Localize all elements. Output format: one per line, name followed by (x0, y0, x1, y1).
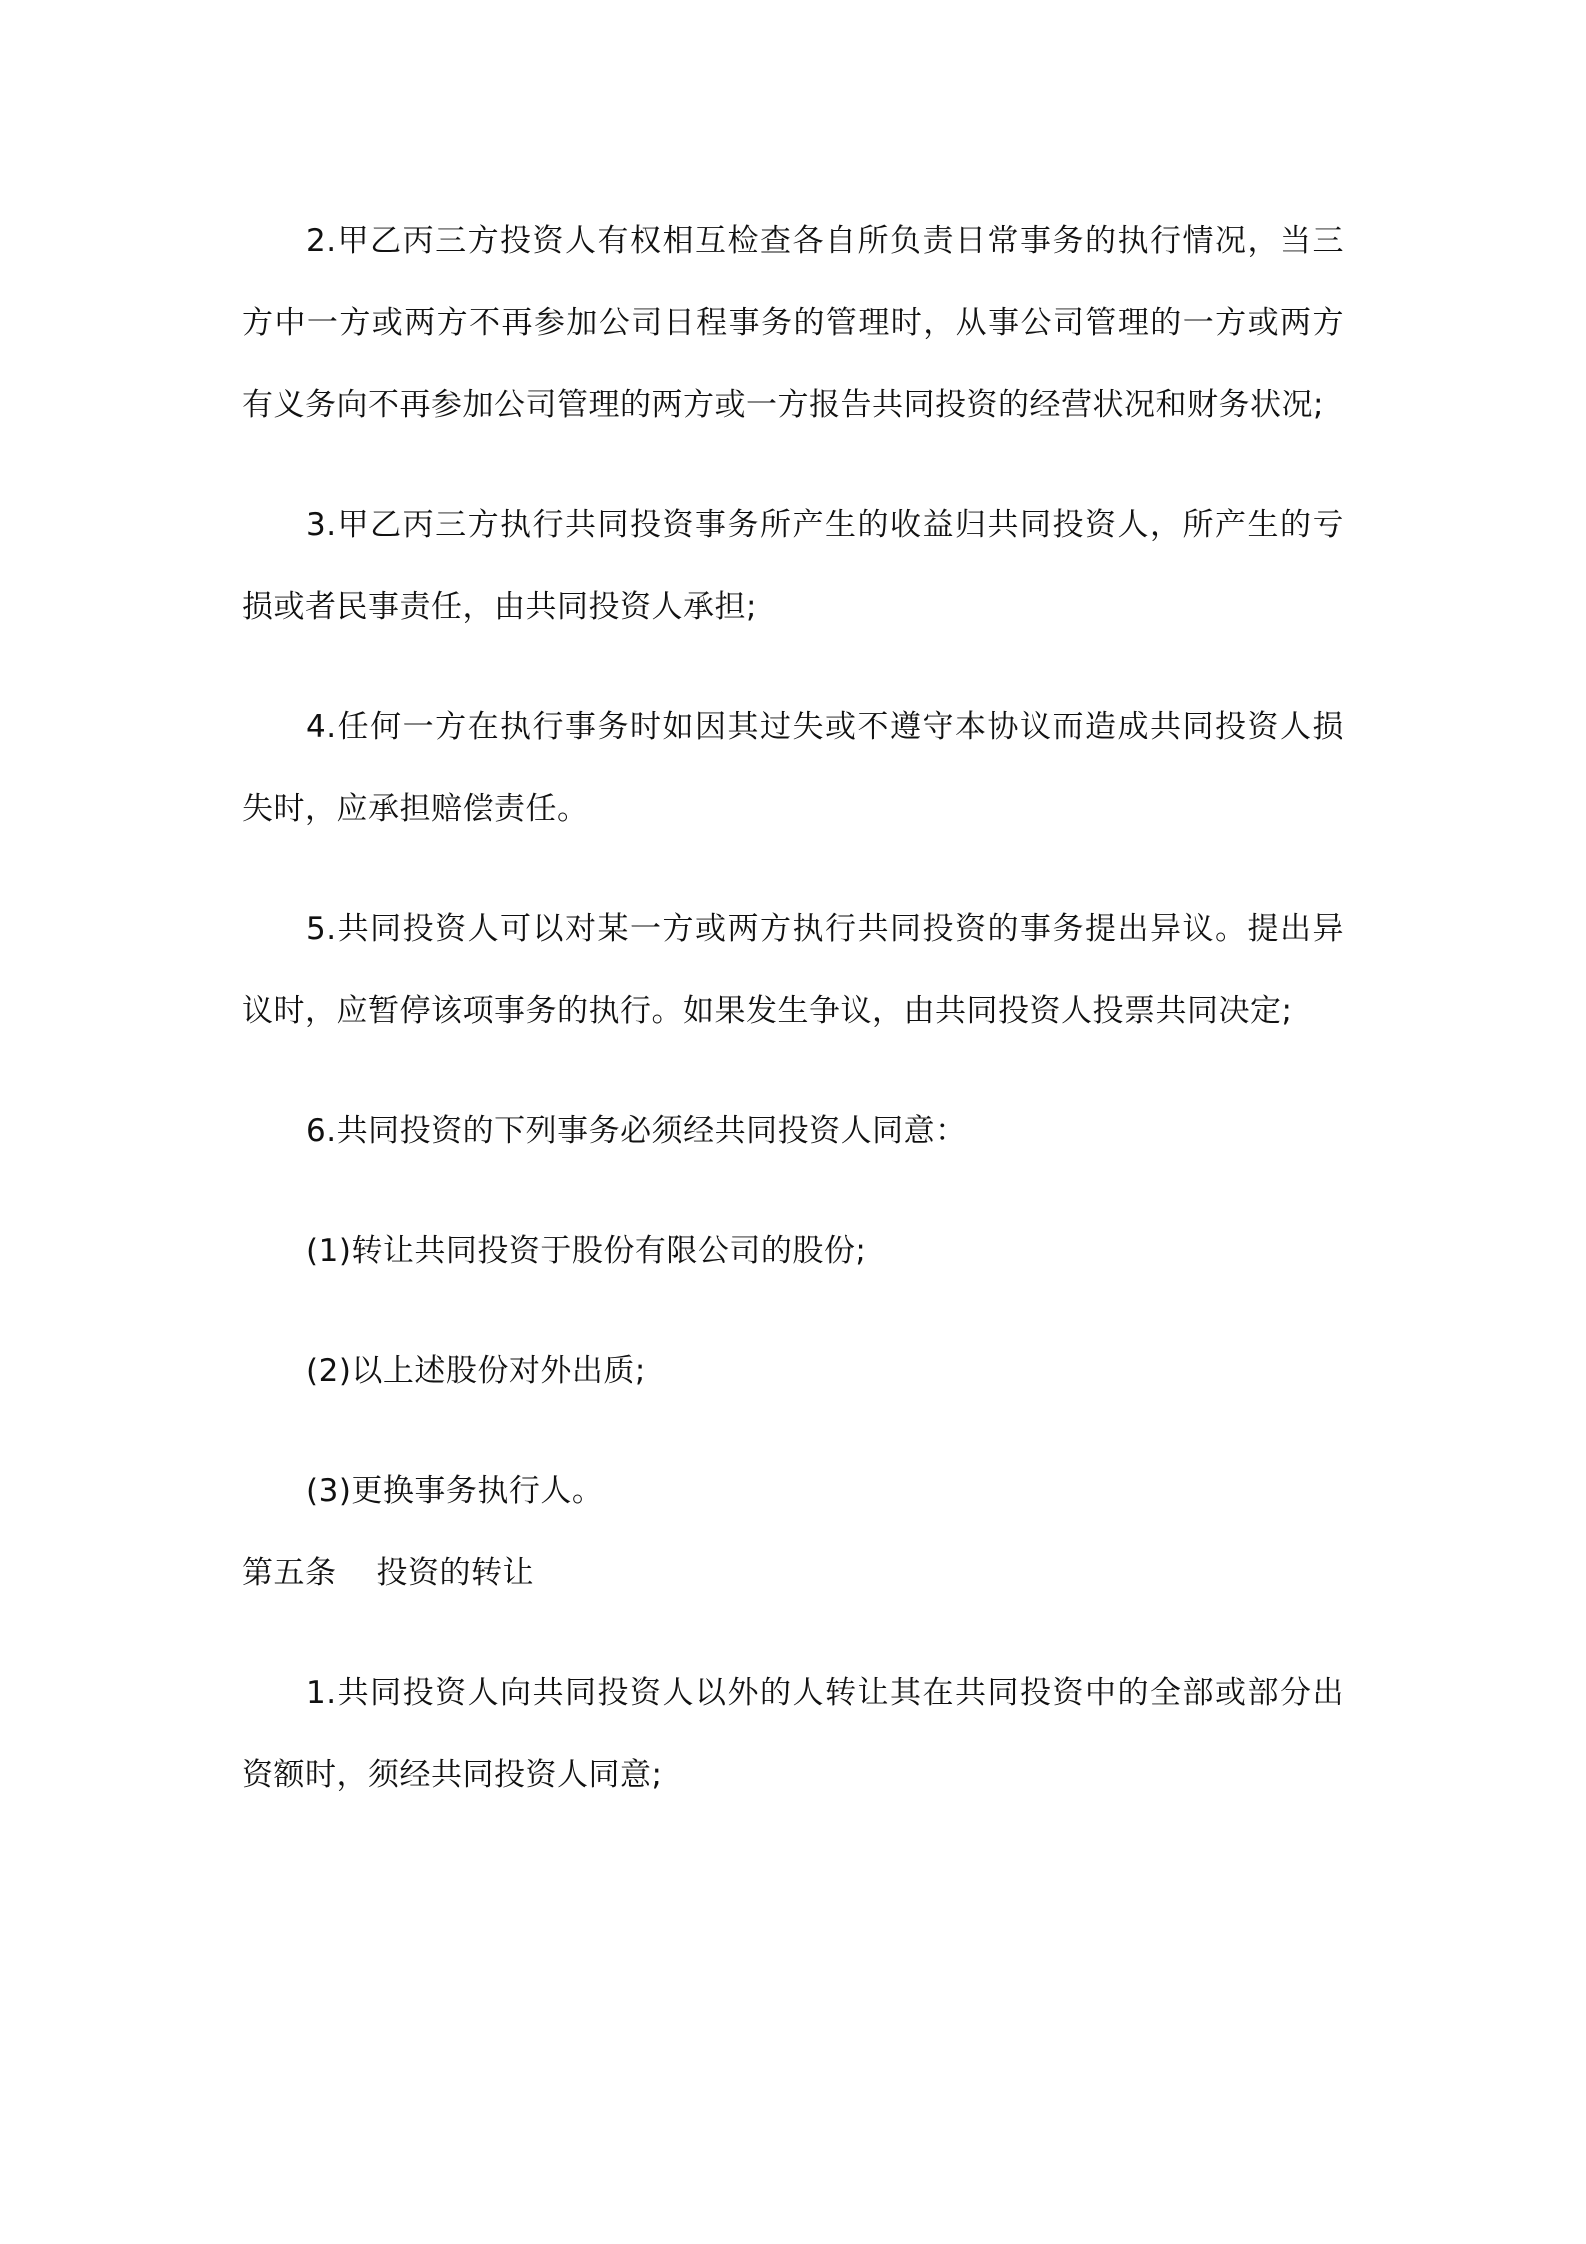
clause-4-5: 5.共同投资人可以对某一方或两方执行共同投资的事务提出异议。提出异议时，应暂停该项事务的执行。如果发生争议，由共同投资人投票共同决定; (242, 911, 1344, 1029)
article-5-number: 第五条 (242, 1555, 337, 1591)
article-5-heading (242, 1532, 1344, 1614)
clause-4-6: 6.共同投资的下列事务必须经共同投资人同意： (306, 1113, 967, 1149)
clause-4-2: 2.甲乙丙三方投资人有权相互检查各自所负责日常事务的执行情况，当三方中一方或两方不再参加公司日程事务的管理时，从事公司管理的一方或两方有义务向不再参加公司管理的两方或一方报告共同投资的经营状况和财务状况; (242, 223, 1344, 423)
sub-item-1: (1)转让共同投资于股份有限公司的股份; (306, 1233, 867, 1269)
article-5-title: 投资的转让 (376, 1555, 534, 1591)
clause-4-3: 3.甲乙丙三方执行共同投资事务所产生的收益归共同投资人，所产生的亏损或者民事责任，由共同投资人承担; (242, 507, 1344, 625)
clause-4-4: 4.任何一方在执行事务时如因其过失或不遵守本协议而造成共同投资人损失时，应承担赔偿责任。 (242, 709, 1344, 827)
sub-item-2: (2)以上述股份对外出质; (306, 1353, 646, 1389)
clause-5-1: 1.共同投资人向共同投资人以外的人转让其在共同投资中的全部或部分出资额时，须经共同投资人同意; (242, 1675, 1344, 1793)
sub-item-3: (3)更换事务执行人。 (306, 1473, 604, 1509)
document-content (242, 200, 1344, 1816)
